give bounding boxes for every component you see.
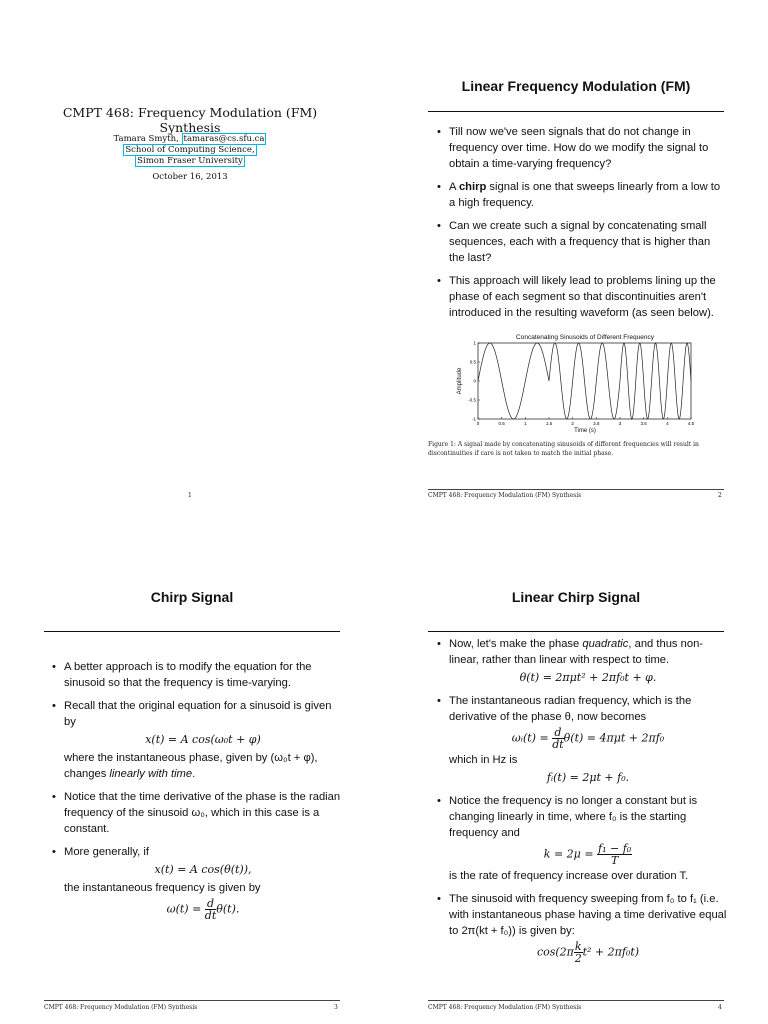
title-rule [44,631,340,632]
x-tick-label: 3.5 [640,421,647,426]
y-tick-label: 1 [473,340,476,346]
y-axis-label: Amplitude [457,367,463,395]
emphasis: quadratic [582,638,629,650]
footer-rule [428,489,724,490]
bullet: • Till now we've seen signals that do not change in frequency over time. How do we modify the signal to obtain a time-varying frequency? [435,124,727,172]
bullet: • The sinusoid with frequency sweeping from f₀ to f₁ (i.e. with instantaneous phase having a time derivative equal to 2π(kt + f₀)) is given by: cos(2π $\frac{k}{2}$ t² + 2πf₀t) [435,891,727,964]
author-block [45,134,335,183]
equation-phase: θ(t) = 2πμt² + 2πf₀t + φ. [519,671,657,684]
bullet: • More generally, if x(t) = A cos(θ(t)), the instantaneous frequency is given by ω(t) = $\frac{d}{dt}$ θ(t). [50,844,342,921]
slide-title-linear-fm: Linear Frequency Modulation (FM) [461,78,691,94]
equation-radian-freq: ωᵢ(t) = $\frac{d}{dt}$ θ(t) = 4πμt + 2πf₀ [511,726,665,751]
equation-hz: fᵢ(t) = 2μt + f₀. [546,771,630,784]
x-tick-label: 1.5 [545,421,553,426]
date: October 16, 2013 [152,172,228,182]
concatenated-sinusoids-chart [440,328,715,434]
x-tick-label: 2 [571,421,574,426]
bullet: • This approach will likely lead to problems lining up the phase of each segment so that discontinuities aren't introduced in the resulting waveform (as seen below). [435,273,727,321]
title-rule [428,631,724,632]
title-rule [428,111,724,112]
y-tick-label: -1 [471,416,476,422]
slide-title-chirp: Chirp Signal [150,589,234,605]
waveform-line [478,343,691,419]
bullet: • Notice that the time derivative of the phase is the radian frequency of the sinusoid ω₀, which in this case is a constant. [50,789,342,837]
x-tick-label: 0 [476,421,480,426]
y-tick-label: 0 [473,378,476,384]
slide2-bullets [435,124,727,328]
page-number-2: 2 [718,492,722,499]
x-tick-label: 0.5 [498,421,505,426]
footer-text: CMPT 468: Frequency Modulation (FM) Synthesis [428,492,582,499]
bullet: • A chirp signal is one that sweeps linearly from a low to a high frequency. [435,179,727,211]
paper-title: CMPT 468: Frequency Modulation (FM) Synthesis [62,105,318,135]
equation-inst-freq: ω(t) = $\frac{d}{dt}$ θ(t). [166,897,240,922]
x-tick-label: 2.5 [593,421,600,426]
bullet: • Now, let's make the phase quadratic, and thus non-linear, rather than linear with respect to time. θ(t) = 2πμt² + 2πf₀t + φ. [435,636,727,686]
page-number-3: 3 [334,1004,338,1011]
slide4-bullets [435,636,727,971]
bullet: • Recall that the original equation for a sinusoid is given by x(t) = A cos(ω₀t + φ) where the instantaneous phase, given by (ω₀t + φ), changes linearly with time. [50,698,342,782]
equation-sinusoid: x(t) = A cos(ω₀t + φ) [145,733,261,746]
x-tick-label: 1 [524,421,527,426]
x-axis-label: Time (s) [574,428,596,434]
chirp-term: chirp [458,181,487,193]
equation-general: x(t) = A cos(θ(t)), [154,863,252,876]
school-link[interactable]: School of Computing Science, [125,145,255,155]
bullet: • A better approach is to modify the equation for the sinusoid so that the frequency is time-varying. [50,659,342,691]
x-tick-label: 4.5 [687,421,695,426]
page-number-4: 4 [718,1004,722,1011]
x-tick-label: 4 [666,421,669,426]
slide3-bullets [50,659,342,928]
bullet: • Notice the frequency is no longer a constant but is changing linearly in time, where f₀ is the starting frequency and k = 2μ = $\frac{\text{f₁ − f₀}}{T}$ is the rate of frequency increase over duration T. [435,793,727,884]
email-link[interactable]: tamaras@cs.sfu.ca [183,134,265,144]
chart-title: Concatenating Sinusoids of Different Frequency [516,334,654,341]
university-link[interactable]: Simon Fraser University [137,156,243,166]
figure-caption: Figure 1: A signal made by concatenating sinusoids of different frequencies will result in discontinuities if care is not taken to match the initial phase. [428,441,699,457]
slide-title-linear-chirp: Linear Chirp Signal [511,589,641,605]
equation-chirp: cos(2π $\frac{k}{2}$ t² + 2πf₀t) [536,940,640,965]
equation-rate: k = 2μ = $\frac{\text{f₁ − f₀}}{T}$ [543,842,632,867]
y-tick-label: 0.5 [469,359,476,365]
footer-text: CMPT 468: Frequency Modulation (FM) Synthesis [44,1004,198,1011]
footer-rule [44,1000,340,1001]
emphasis: linearly with time [109,768,193,780]
bullet: • The instantaneous radian frequency, which is the derivative of the phase θ, now becomes ωᵢ(t) = $\frac{d}{dt}$ θ(t) = 4πμt + 2πf₀ which in Hz is fᵢ(t) = 2μt + f₀. [435,693,727,786]
author-name: Tamara Smyth, [113,134,182,144]
footer-text: CMPT 468: Frequency Modulation (FM) Synthesis [428,1004,582,1011]
y-tick-label: -0.5 [468,397,476,403]
bullet: • Can we create such a signal by concatenating small sequences, each with a frequency that is higher than the last? [435,218,727,266]
page-number-1: 1 [188,492,192,499]
footer-rule [428,1000,724,1001]
x-tick-label: 3 [618,421,622,426]
